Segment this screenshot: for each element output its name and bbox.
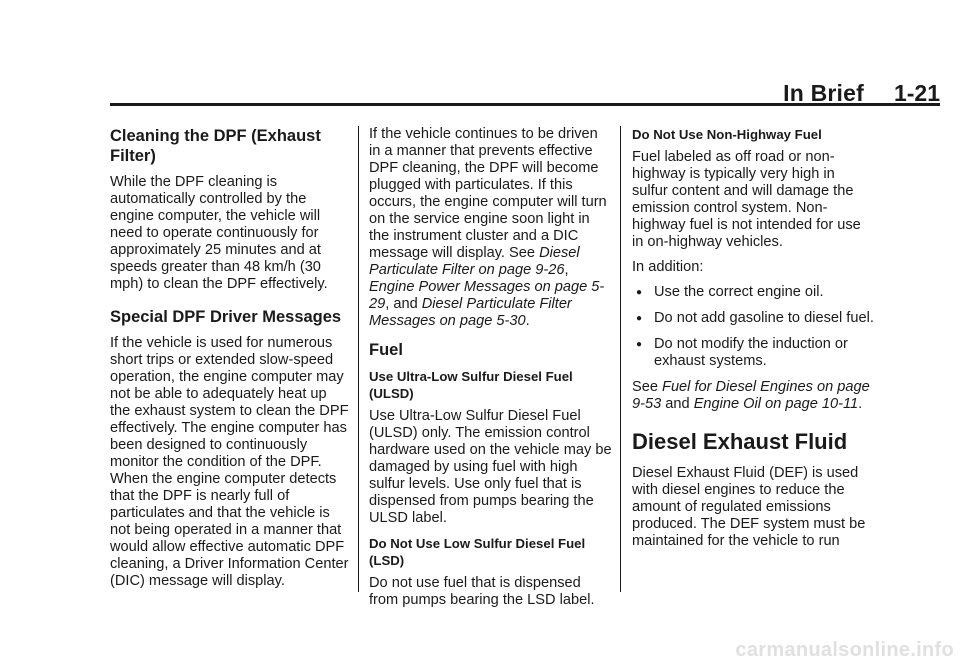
paragraph: Diesel Exhaust Fluid (DEF) is used with diesel engines to reduce the amount of regulated emissions produced. The DEF system must be maintained for the vehicle to run — [632, 465, 866, 549]
section-title: In Brief — [783, 80, 864, 106]
bullet-text: Do not add gasoline to diesel fuel. — [654, 310, 874, 326]
column-left — [110, 126, 350, 598]
paragraph: While the DPF cleaning is automatically controlled by the engine computer, the vehicle will need to operate continuously for approximately 25 minutes and at speeds greater than 48 km/h (30 mph) to clean the DPF effectively. — [110, 174, 328, 292]
bullet-text: Use the correct engine oil. — [654, 284, 824, 300]
heading-special-dpf-messages: Special DPF Driver Messages — [110, 308, 342, 326]
cross-reference: Diesel Particulate Filter on page 9-26 — [369, 245, 580, 278]
column-divider — [358, 126, 359, 592]
cross-reference: Engine Power Messages on page 5-29 — [369, 279, 605, 312]
heading-diesel-exhaust-fluid: Diesel Exhaust Fluid — [632, 429, 848, 454]
column-middle — [369, 126, 613, 617]
paragraph: Do not use fuel that is dispensed from pumps bearing the LSD label. — [369, 575, 595, 608]
bullet-item — [632, 310, 874, 327]
cross-reference: Engine Oil on page 10-11 — [693, 396, 859, 412]
cross-reference: Diesel Particulate Filter Messages on page 5-30 — [369, 296, 572, 329]
header-rule — [110, 103, 940, 106]
paragraph: If the vehicle is used for numerous short trips or extended slow-speed operation, the engine computer may not be able to adequately heat up the exhaust system to clean the DPF effectively. The engine computer has been designed to continuously monitor the condition of the DPF. When the engine computer detects that the DPF is nearly full of particulates and that the vehicle is not being operated in a manner that would allow effective automatic DPF cleaning, a Driver Information Center (DIC) message will display. — [110, 335, 349, 589]
column-right — [632, 126, 874, 558]
paragraph-text: , — [564, 262, 569, 278]
bullet-item — [632, 336, 874, 370]
bullet-text: Do not modify the induction or exhaust systems. — [654, 336, 848, 369]
paragraph-text: , and — [385, 296, 422, 312]
paragraph-text: If the vehicle continues to be driven in a manner that prevents effective DPF cleaning, the DPF will become plugged with particulates. If this occurs, the engine computer will turn on the service engine soon light in the instrument cluster and a DIC message will display. See — [369, 126, 607, 261]
paragraph-text: See — [632, 379, 663, 395]
bullet-icon: ● — [636, 339, 643, 350]
paragraph-text: and — [661, 396, 694, 412]
watermark-logo: carmanualsonline.info — [735, 639, 954, 661]
paragraph: Use Ultra-Low Sulfur Diesel Fuel (ULSD) only. The emission control hardware used on the vehicle may be damaged by using fuel with high sulfur levels. Use only fuel that is dispensed from pumps bearing the ULSD label. — [369, 408, 612, 526]
subheading-non-highway-fuel: Do Not Use Non-Highway Fuel — [632, 127, 822, 142]
subheading-ulsd: Use Ultra-Low Sulfur Diesel Fuel (ULSD) — [369, 369, 573, 401]
bullet-icon: ● — [636, 313, 643, 324]
column-divider — [620, 126, 621, 592]
paragraph-text: . — [858, 396, 863, 412]
subheading-lsd: Do Not Use Low Sulfur Diesel Fuel (LSD) — [369, 536, 586, 568]
bullet-item — [632, 284, 874, 301]
paragraph: Fuel labeled as off road or non-highway is typically very high in sulfur content and will damage the emission control system. Non-highway fuel is not intended for use in on-highway vehicles. — [632, 149, 861, 250]
heading-fuel: Fuel — [369, 341, 403, 359]
paragraph-text: . — [525, 313, 530, 329]
cross-reference: Fuel for Diesel Engines on page 9-53 — [632, 379, 870, 412]
bullet-icon: ● — [636, 287, 643, 298]
paragraph — [632, 379, 874, 413]
paragraph: In addition: — [632, 259, 704, 275]
paragraph — [369, 126, 613, 330]
page-number: 1-21 — [893, 80, 940, 106]
heading-cleaning-dpf: Cleaning the DPF (Exhaust Filter) — [110, 127, 321, 165]
